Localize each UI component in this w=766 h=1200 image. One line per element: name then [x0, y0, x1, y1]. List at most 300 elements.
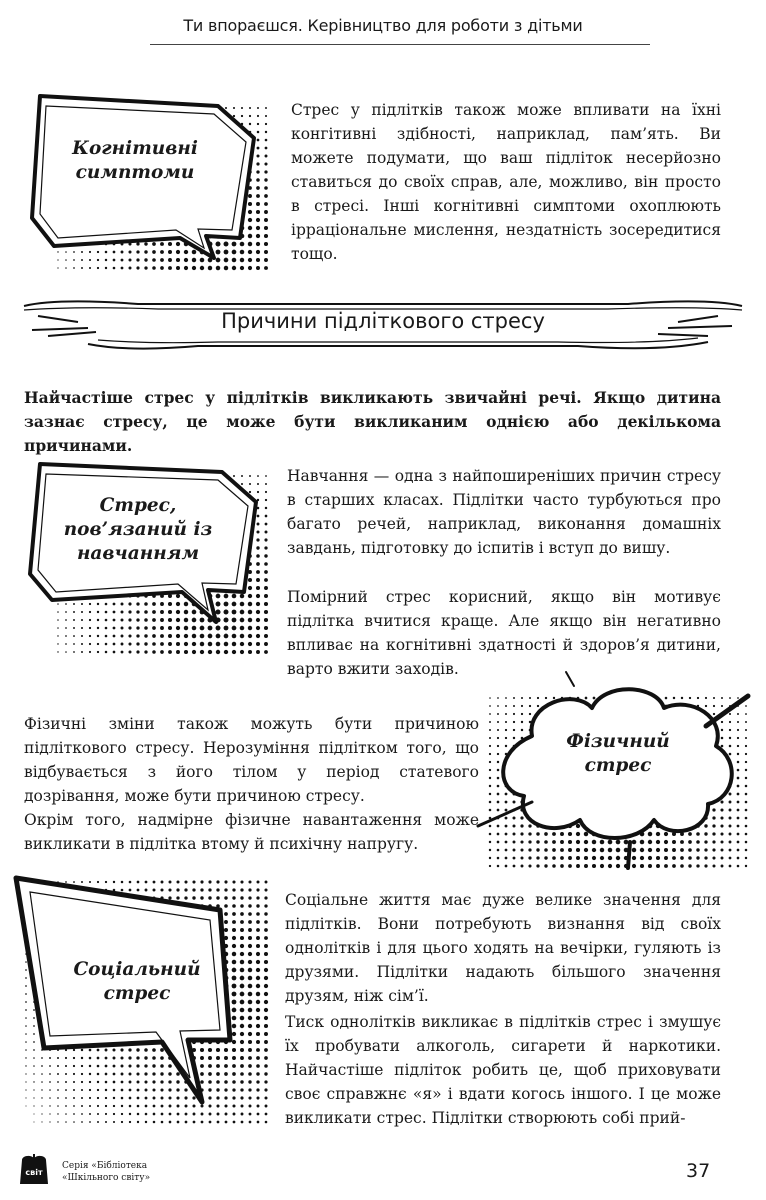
halftone-dot	[25, 1057, 26, 1058]
halftone-dot	[264, 650, 268, 654]
halftone-dot	[113, 651, 116, 654]
halftone-dot	[544, 832, 548, 836]
halftone-dot	[144, 650, 147, 653]
halftone-dot	[256, 546, 259, 549]
halftone-dot	[232, 1048, 236, 1052]
halftone-dot	[240, 936, 244, 940]
halftone-dot	[224, 610, 229, 615]
halftone-dot	[232, 242, 237, 247]
halftone-dot	[113, 267, 116, 270]
halftone-dot	[256, 266, 260, 270]
halftone-dot	[161, 1113, 164, 1116]
halftone-dot	[729, 865, 732, 868]
halftone-dot	[33, 1033, 35, 1035]
halftone-dot	[208, 1048, 212, 1052]
halftone-dot	[224, 250, 229, 255]
halftone-dot	[216, 1096, 219, 1099]
halftone-dot	[249, 475, 251, 477]
halftone-dot	[73, 1097, 75, 1099]
halftone-dot	[697, 697, 699, 699]
halftone-dot	[25, 1033, 27, 1035]
halftone-dot	[168, 1088, 171, 1091]
halftone-dot	[720, 816, 723, 819]
halftone-dot	[497, 825, 500, 828]
halftone-dot	[729, 849, 732, 852]
halftone-dot	[200, 618, 205, 623]
halftone-dot	[513, 697, 515, 699]
halftone-dot	[145, 1097, 148, 1100]
halftone-dot	[152, 1072, 155, 1075]
halftone-dot	[721, 745, 724, 748]
halftone-dot	[745, 865, 747, 867]
halftone-dot	[176, 888, 179, 891]
halftone-dot	[584, 856, 588, 860]
halftone-dot	[256, 170, 259, 173]
halftone-dot	[248, 888, 251, 891]
halftone-dot	[97, 881, 99, 883]
halftone-dot	[224, 1080, 228, 1084]
halftone-dot	[624, 840, 629, 845]
halftone-dot	[232, 602, 237, 607]
halftone-dot	[256, 920, 260, 924]
study-label-line2: пов’язаний із	[63, 519, 213, 540]
halftone-dot	[584, 848, 588, 852]
halftone-dot	[81, 267, 83, 269]
halftone-dot	[528, 840, 531, 843]
halftone-dot	[65, 1081, 67, 1083]
halftone-dot	[152, 610, 156, 614]
halftone-dot	[265, 1113, 268, 1116]
halftone-dot	[121, 889, 124, 892]
halftone-dot	[168, 610, 172, 614]
halftone-dot	[152, 1088, 155, 1091]
halftone-dot	[704, 832, 707, 835]
halftone-dot	[81, 1057, 83, 1059]
halftone-dot	[112, 1048, 115, 1051]
halftone-dot	[264, 1080, 267, 1083]
halftone-dot	[240, 242, 245, 247]
halftone-dot	[672, 840, 676, 844]
halftone-dot	[729, 745, 732, 748]
halftone-dot	[152, 242, 156, 246]
halftone-dot	[544, 864, 547, 867]
halftone-dot	[248, 960, 252, 964]
halftone-dot	[240, 1032, 244, 1036]
halftone-dot	[193, 1121, 196, 1124]
halftone-dot	[265, 123, 267, 125]
halftone-dot	[25, 993, 27, 995]
halftone-dot	[81, 611, 83, 613]
halftone-dot	[81, 635, 83, 637]
halftone-dot	[256, 258, 260, 262]
halftone-dot	[600, 864, 604, 868]
halftone-dot	[232, 594, 237, 599]
halftone-dot	[89, 1073, 91, 1075]
halftone-dot	[193, 1113, 196, 1116]
halftone-dot	[105, 1057, 108, 1060]
halftone-dot	[113, 1081, 116, 1084]
halftone-dot	[512, 816, 515, 819]
halftone-dot	[240, 618, 245, 623]
halftone-dot	[248, 610, 252, 614]
halftone-dot	[489, 785, 491, 787]
halftone-dot	[41, 1121, 42, 1122]
halftone-dot	[168, 896, 171, 899]
halftone-dot	[249, 1121, 252, 1124]
halftone-dot	[648, 840, 652, 844]
halftone-dot	[240, 1008, 245, 1013]
halftone-dot	[81, 1049, 83, 1051]
halftone-dot	[160, 618, 164, 622]
halftone-dot	[160, 602, 164, 606]
halftone-dot	[256, 202, 260, 206]
halftone-dot	[33, 1009, 35, 1011]
halftone-dot	[81, 651, 83, 653]
halftone-dot	[232, 928, 236, 932]
halftone-dot	[513, 833, 516, 836]
halftone-dot	[232, 650, 236, 654]
halftone-dot	[240, 928, 244, 932]
halftone-dot	[184, 1096, 187, 1099]
halftone-dot	[105, 635, 108, 638]
header-rule	[150, 44, 650, 45]
halftone-dot	[232, 1032, 236, 1036]
halftone-dot	[745, 857, 747, 859]
halftone-dot	[737, 865, 740, 868]
halftone-dot	[184, 896, 187, 899]
halftone-dot	[241, 107, 243, 109]
halftone-dot	[121, 1073, 124, 1076]
halftone-dot	[208, 880, 211, 883]
halftone-dot	[57, 635, 58, 636]
halftone-dot	[489, 769, 491, 771]
halftone-dot	[256, 194, 260, 198]
halftone-dot	[168, 1096, 171, 1099]
halftone-dot	[224, 634, 229, 639]
halftone-dot	[113, 1065, 116, 1068]
halftone-dot	[73, 1081, 75, 1083]
halftone-dot	[121, 611, 124, 614]
halftone-dot	[89, 1121, 91, 1123]
halftone-dot	[136, 1064, 139, 1067]
halftone-dot	[97, 251, 99, 253]
halftone-dot	[192, 888, 195, 891]
halftone-dot	[520, 840, 523, 843]
halftone-dot	[168, 634, 172, 638]
halftone-dot	[240, 1024, 244, 1028]
halftone-dot	[97, 643, 99, 645]
halftone-dot	[184, 626, 188, 630]
section-intro: Найчастіше стрес у підлітків викликають звичайні речі. Якщо дитина зазнає стресу, це може бути викликаним однією або декількома причинами.	[24, 388, 721, 455]
halftone-dot	[720, 808, 723, 811]
halftone-dot	[121, 1065, 124, 1068]
halftone-dot	[192, 896, 195, 899]
halftone-dot	[224, 880, 227, 883]
halftone-dot	[192, 650, 196, 654]
halftone-dot	[232, 1056, 236, 1060]
halftone-dot	[249, 123, 251, 125]
halftone-dot	[208, 1104, 211, 1107]
halftone-dot	[632, 856, 636, 860]
halftone-dot	[41, 1089, 42, 1090]
halftone-dot	[152, 250, 156, 254]
halftone-dot	[192, 1096, 195, 1099]
halftone-dot	[136, 626, 139, 629]
halftone-dot	[25, 985, 27, 987]
physical-paragraph-2: Окрім того, надмірне фізичне навантаження може викликати в підлітка втому й психічну напругу.	[24, 811, 479, 853]
halftone-dot	[129, 881, 132, 884]
halftone-dot	[121, 251, 124, 254]
halftone-dot	[232, 1096, 235, 1099]
halftone-dot	[232, 1016, 237, 1021]
halftone-dot	[600, 856, 604, 860]
halftone-dot	[105, 1073, 108, 1076]
halftone-dot	[536, 848, 539, 851]
halftone-dot	[552, 832, 556, 836]
halftone-dot	[168, 242, 172, 246]
halftone-dot	[65, 635, 67, 637]
halftone-dot	[81, 643, 83, 645]
halftone-dot	[176, 1080, 179, 1083]
halftone-dot	[513, 713, 515, 715]
physical-paragraph-1: Фізичні зміни також можуть бути причиною підліткового стресу. Нерозуміння підлітком того, що відбувається з його тілом у період статевого дозрівання, може бути причиною стресу.	[24, 715, 479, 805]
halftone-dot	[712, 864, 715, 867]
halftone-dot	[672, 856, 676, 860]
halftone-dot	[640, 848, 644, 852]
halftone-dot	[224, 1048, 228, 1052]
halftone-dot	[73, 881, 75, 883]
halftone-dot	[89, 881, 91, 883]
halftone-dot	[49, 1113, 50, 1114]
halftone-dot	[576, 864, 580, 868]
halftone-dot	[264, 194, 268, 198]
halftone-dot	[128, 1056, 131, 1059]
halftone-dot	[264, 1056, 268, 1060]
halftone-dot	[737, 761, 740, 764]
halftone-dot	[680, 848, 684, 852]
halftone-dot	[33, 1081, 34, 1082]
halftone-dot	[585, 697, 588, 700]
halftone-dot	[528, 856, 531, 859]
halftone-dot	[136, 602, 139, 605]
halftone-dot	[57, 1089, 59, 1091]
halftone-dot	[712, 848, 715, 851]
halftone-dot	[200, 266, 204, 270]
halftone-dot	[144, 1056, 147, 1059]
halftone-dot	[248, 578, 252, 582]
halftone-dot	[144, 258, 147, 261]
halftone-dot	[152, 266, 156, 270]
halftone-dot	[256, 1056, 260, 1060]
halftone-dot	[57, 267, 58, 268]
halftone-dot	[200, 1064, 204, 1068]
halftone-dot	[176, 634, 180, 638]
halftone-dot	[536, 832, 539, 835]
halftone-dot	[121, 1113, 123, 1115]
halftone-dot	[264, 258, 268, 262]
halftone-dot	[560, 848, 564, 852]
halftone-dot	[737, 785, 740, 788]
halftone-dot	[489, 745, 491, 747]
halftone-dot	[145, 889, 148, 892]
halftone-dot	[672, 864, 676, 868]
halftone-dot	[144, 618, 148, 622]
halftone-dot	[128, 634, 131, 637]
halftone-dot	[256, 530, 259, 533]
halftone-dot	[65, 1057, 67, 1059]
halftone-dot	[240, 1016, 245, 1021]
halftone-dot	[25, 969, 27, 971]
halftone-dot	[256, 1032, 260, 1036]
halftone-dot	[248, 936, 252, 940]
halftone-dot	[656, 864, 660, 868]
halftone-dot	[537, 697, 539, 699]
halftone-dot	[608, 848, 613, 853]
halftone-dot	[25, 1089, 26, 1090]
halftone-dot	[184, 602, 188, 606]
halftone-dot	[240, 1104, 243, 1107]
halftone-dot	[497, 745, 499, 747]
halftone-dot	[745, 793, 748, 796]
halftone-dot	[240, 992, 245, 997]
halftone-dot	[265, 475, 267, 477]
halftone-dot	[49, 1065, 51, 1067]
halftone-dot	[232, 642, 236, 646]
halftone-dot	[257, 491, 259, 493]
halftone-dot	[65, 1073, 67, 1075]
halftone-dot	[505, 745, 507, 747]
halftone-dot	[81, 1081, 83, 1083]
publisher-logo	[14, 1154, 54, 1188]
cognitive-bubble-label	[40, 137, 230, 185]
halftone-dot	[256, 234, 260, 238]
halftone-dot	[248, 1080, 251, 1083]
halftone-dot	[729, 729, 731, 731]
halftone-dot	[65, 881, 67, 883]
halftone-dot	[216, 258, 221, 263]
halftone-dot	[89, 259, 91, 261]
halftone-dot	[489, 721, 491, 723]
halftone-dot	[265, 881, 268, 884]
halftone-dot	[136, 610, 139, 613]
halftone-dot	[248, 968, 252, 972]
halftone-dot	[264, 960, 268, 964]
halftone-dot	[729, 721, 731, 723]
halftone-dot	[737, 753, 739, 755]
halftone-dot	[264, 896, 267, 899]
halftone-dot	[145, 1105, 148, 1108]
halftone-dot	[648, 864, 652, 868]
halftone-dot	[489, 729, 491, 731]
halftone-dot	[128, 626, 131, 629]
halftone-dot	[608, 864, 612, 868]
halftone-dot	[184, 610, 188, 614]
halftone-dot	[713, 697, 715, 699]
halftone-dot	[144, 610, 148, 614]
halftone-dot	[121, 651, 124, 654]
halftone-dot	[121, 259, 124, 262]
halftone-dot	[264, 578, 268, 582]
halftone-dot	[240, 952, 244, 956]
halftone-dot	[680, 856, 684, 860]
halftone-dot	[105, 619, 108, 622]
page-number: 37	[686, 1160, 711, 1182]
halftone-dot	[721, 865, 724, 868]
halftone-dot	[232, 976, 237, 981]
halftone-dot	[592, 856, 596, 860]
halftone-dot	[168, 642, 172, 646]
halftone-dot	[505, 865, 508, 868]
halftone-dot	[265, 115, 267, 117]
physical-bubble-label	[548, 730, 688, 778]
halftone-dot	[121, 1097, 124, 1100]
halftone-dot	[168, 618, 172, 622]
halftone-dot	[721, 721, 723, 723]
halftone-dot	[25, 1009, 27, 1011]
halftone-dot	[184, 266, 188, 270]
halftone-dot	[73, 251, 75, 253]
halftone-dot	[664, 840, 668, 844]
halftone-dot	[33, 1017, 35, 1019]
halftone-dot	[128, 642, 131, 645]
halftone-dot	[640, 856, 644, 860]
halftone-dot	[176, 896, 179, 899]
halftone-dot	[113, 1089, 116, 1092]
halftone-dot	[105, 1081, 108, 1084]
halftone-dot	[240, 1040, 244, 1044]
halftone-dot	[264, 904, 267, 907]
halftone-dot	[97, 1057, 100, 1060]
halftone-dot	[216, 1056, 220, 1060]
halftone-dot	[257, 1113, 260, 1116]
halftone-dot	[216, 888, 219, 891]
halftone-dot	[113, 1113, 115, 1115]
halftone-dot	[704, 864, 707, 867]
halftone-dot	[232, 1064, 236, 1068]
halftone-dot	[129, 1097, 132, 1100]
halftone-dot	[256, 162, 259, 165]
halftone-dot	[505, 817, 508, 820]
halftone-dot	[41, 1113, 42, 1114]
halftone-dot	[544, 840, 548, 844]
halftone-dot	[264, 1064, 268, 1068]
halftone-dot	[81, 627, 83, 629]
halftone-dot	[57, 643, 58, 644]
halftone-dot	[49, 1097, 51, 1099]
halftone-dot	[33, 1049, 35, 1051]
halftone-dot	[97, 635, 99, 637]
halftone-dot	[256, 912, 260, 916]
cognitive-label-line2: симптоми	[75, 162, 195, 183]
halftone-dot	[73, 651, 75, 653]
halftone-dot	[241, 475, 243, 477]
halftone-dot	[81, 1089, 83, 1091]
halftone-dot	[505, 729, 507, 731]
halftone-dot	[240, 258, 244, 262]
halftone-dot	[248, 1008, 252, 1012]
halftone-dot	[592, 848, 596, 852]
halftone-dot	[256, 634, 260, 638]
halftone-dot	[240, 960, 244, 964]
halftone-dot	[208, 642, 213, 647]
halftone-dot	[656, 840, 660, 844]
halftone-dot	[265, 107, 267, 109]
halftone-dot	[81, 1113, 83, 1115]
halftone-dot	[505, 849, 508, 852]
halftone-dot	[65, 1089, 67, 1091]
halftone-dot	[520, 824, 523, 827]
halftone-dot	[209, 1121, 212, 1124]
